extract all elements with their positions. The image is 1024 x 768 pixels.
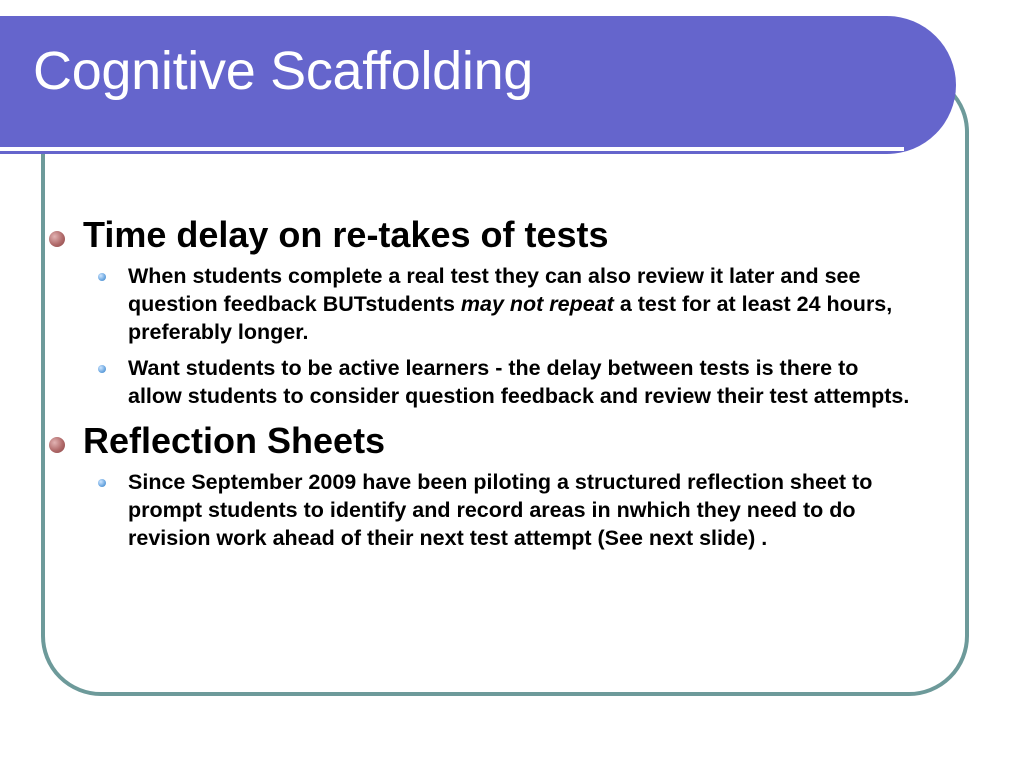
sub-bullet — [48, 262, 928, 346]
sub-bullet — [48, 354, 928, 410]
sub-bullet-text: Want students to be active learners - the delay between tests is there to allow students to consider question feedback and review their test attempts. — [128, 356, 910, 408]
bullet-reflection-sheets — [48, 418, 928, 464]
sub-bullet-list — [48, 468, 928, 552]
sub-bullet — [48, 468, 928, 552]
sub-bullet-dot-icon — [98, 479, 106, 487]
bullet-time-delay — [48, 212, 928, 258]
sub-bullet-dot-icon — [98, 273, 106, 281]
slide-title: Cognitive Scaffolding — [33, 41, 534, 101]
sub-bullet-text-end: a test for at least 24 hours, preferably longer. — [128, 292, 893, 344]
sub-bullet-list — [48, 262, 928, 410]
bullet-dot-icon — [49, 231, 65, 247]
sub-bullet-emphasis: may not repeat — [460, 292, 614, 316]
bullet-heading: Time delay on re-takes of tests — [83, 214, 609, 255]
sub-bullet-text: When students complete a real test they can also review it later and see question feedback BUTstudents — [128, 264, 861, 316]
title-underline — [0, 147, 904, 151]
sub-bullet-dot-icon — [98, 365, 106, 373]
slide-body — [48, 212, 928, 560]
bullet-heading: Reflection Sheets — [83, 420, 386, 461]
sub-bullet-text: Since September 2009 have been piloting a structured reflection sheet to prompt students to identify and record areas in nwhich they need to do revision work ahead of their next test attempt (See next slide) . — [128, 470, 873, 550]
bullet-dot-icon — [49, 437, 65, 453]
